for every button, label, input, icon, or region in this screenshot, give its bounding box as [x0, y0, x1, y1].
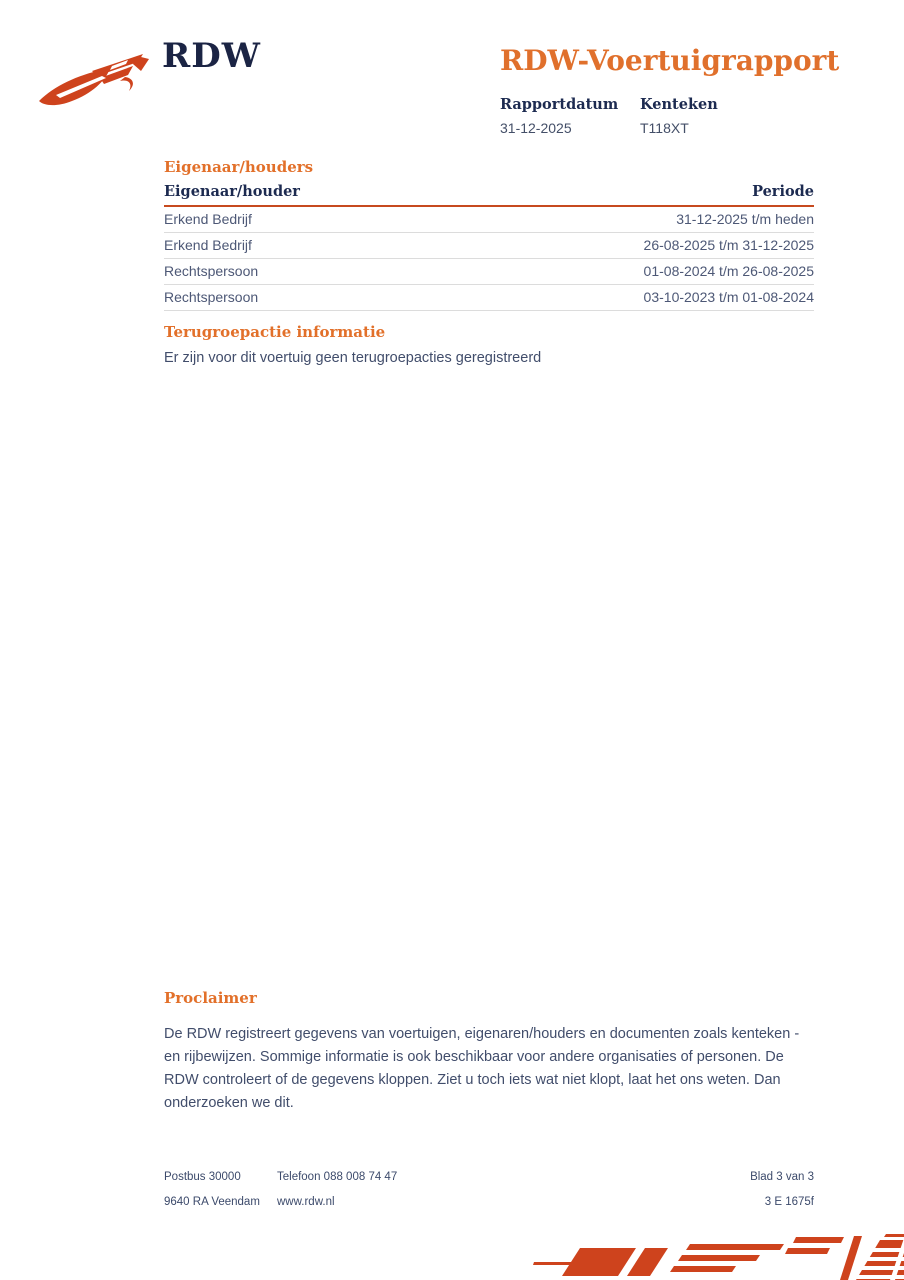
footer-row	[164, 1171, 814, 1183]
footer-address-line2: 9640 RA Veendam	[164, 1196, 260, 1208]
owner-period: 26-08-2025 t/m 31-12-2025	[643, 237, 814, 253]
owner-name: Erkend Bedrijf	[164, 237, 252, 253]
page-footer	[164, 1171, 814, 1221]
footer-form-code: 3 E 1675f	[764, 1196, 814, 1208]
owners-col-owner: Eigenaar/houder	[164, 183, 300, 200]
owner-name: Erkend Bedrijf	[164, 211, 252, 227]
owner-period: 01-08-2024 t/m 26-08-2025	[643, 263, 814, 279]
owners-table-header	[164, 183, 814, 207]
owners-section	[164, 158, 814, 311]
proclaimer-section-title: Proclaimer	[164, 989, 257, 1007]
proclaimer-section	[164, 989, 824, 1115]
owners-col-period: Periode	[752, 183, 814, 200]
proclaimer-text: De RDW registreert gegevens van voertuigen, eigenaren/houders en documenten zoals kenteken - en rijbewijzen. Sommige informatie is ook beschikbaar voor andere organisaties of personen. De RDW controleert of de gegevens kloppen. Ziet u toch iets wat niet klopt, laat het ons weten. Dan onderzoeken we dit.	[164, 1026, 800, 1111]
report-date-value: 31-12-2025	[500, 120, 572, 136]
license-plate-value: T118XT	[640, 120, 689, 136]
footer-phone: Telefoon 088 008 74 47	[277, 1171, 398, 1183]
footer-address-line1: Postbus 30000	[164, 1171, 241, 1183]
license-plate-block	[640, 96, 780, 136]
footer-row	[164, 1196, 814, 1208]
recall-section	[164, 323, 814, 366]
report-title: RDW-Voertuigrapport	[500, 44, 840, 77]
footer-website: www.rdw.nl	[277, 1196, 335, 1208]
recall-text: Er zijn voor dit voertuig geen terugroepacties geregistreerd	[164, 350, 542, 366]
report-date-block	[500, 96, 640, 136]
footer-page-indicator: Blad 3 van 3	[750, 1171, 814, 1183]
owner-row	[164, 285, 814, 311]
owner-row	[164, 207, 814, 233]
owners-section-title: Eigenaar/houders	[164, 158, 314, 176]
report-meta	[500, 96, 780, 136]
speed-stripes-graphic-icon	[518, 1234, 904, 1280]
recall-section-title: Terugroepactie informatie	[164, 323, 386, 341]
owner-period: 31-12-2025 t/m heden	[676, 211, 814, 227]
rdw-wing-logo-icon	[36, 50, 158, 114]
owner-row	[164, 233, 814, 259]
owner-name: Rechtspersoon	[164, 289, 259, 305]
license-plate-label: Kenteken	[640, 96, 718, 113]
owner-period: 03-10-2023 t/m 01-08-2024	[643, 289, 814, 305]
rdw-logotype: RDW	[162, 36, 261, 76]
report-date-label: Rapportdatum	[500, 96, 619, 113]
owner-name: Rechtspersoon	[164, 263, 259, 279]
owner-row	[164, 259, 814, 285]
